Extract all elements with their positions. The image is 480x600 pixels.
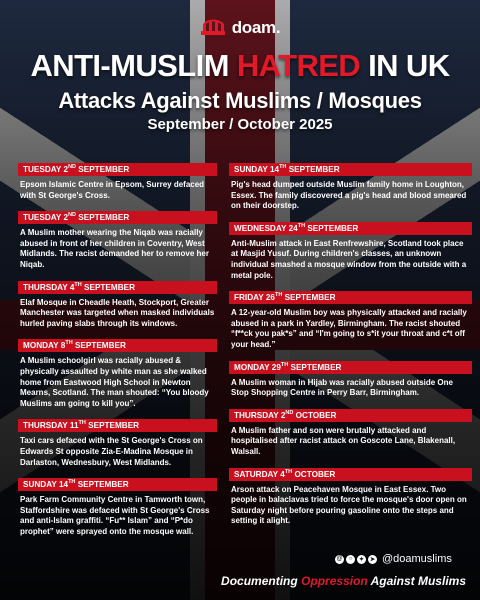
incident-item <box>18 159 217 201</box>
threads-icon[interactable]: @ <box>336 556 343 562</box>
incident-date: THURSDAY 4TH SEPTEMBER <box>18 281 217 294</box>
incident-date: TUESDAY 2ND SEPTEMBER <box>18 211 217 224</box>
incident-date: MONDAY 29TH SEPTEMBER <box>229 361 472 374</box>
incident-item <box>229 218 467 281</box>
twitter-icon[interactable]: ✦ <box>358 556 365 563</box>
incident-item <box>229 464 467 527</box>
title-part1: ANTI-MUSLIM <box>30 48 229 83</box>
incident-text: Pig's head dumped outside Muslim family home in Loughton, Essex. The family discovered a pig's head and blood smeared on their doorstep. <box>231 180 467 211</box>
title-highlight: HATRED <box>236 48 361 83</box>
incident-item <box>18 335 217 409</box>
title-part2: IN UK <box>368 48 450 83</box>
incident-text: Elaf Mosque in Cheadle Heath, Stockport, Greater Manchester was targeted when masked individuals hurled paving slabs through its windows. <box>20 297 215 328</box>
page-subtitle: Attacks Against Muslims / Mosques <box>58 88 422 113</box>
incident-text: A Muslim mother wearing the Niqab was racially abused in front of her children in Coventry, West Midlands. The racist demanded her to remove her Niqab. <box>20 228 209 269</box>
brand-name: doam. <box>231 18 281 37</box>
incident-item <box>229 287 467 350</box>
incident-item <box>229 159 467 212</box>
incident-item <box>229 357 453 399</box>
incident-text: A Muslim schoolgirl was racially abused & physically assaulted by white man as she walked home from Eastwood High School in Newton Mearns, Scotland. The man shouted: “You bloody Muslims am going to kill you”. <box>20 356 209 408</box>
social-handle[interactable]: @doamuslims <box>382 553 452 565</box>
incident-date: SUNDAY 14TH SEPTEMBER <box>229 163 472 176</box>
incident-date: FRIDAY 26TH SEPTEMBER <box>229 291 472 304</box>
incident-text: A 12-year-old Muslim boy was physically attacked and racially abused in a park in Yardley, Birmingham. The racist shouted “f**ck you pak*s” and “I'm going to s*it your throat and c*t off your head.” <box>231 308 467 349</box>
incident-date: SUNDAY 14TH SEPTEMBER <box>18 478 217 491</box>
page-title <box>0 48 480 84</box>
incident-date: THURSDAY 11TH SEPTEMBER <box>18 419 217 432</box>
tagline-part1: Documenting <box>221 574 298 588</box>
incident-text: A Muslim father and son were brutally attacked and hospitalised after racist attack on Goscote Lane, Blakenall, Walsall. <box>231 425 456 456</box>
incident-item <box>18 207 217 270</box>
incident-item <box>18 415 217 468</box>
social-links <box>335 553 452 565</box>
date-range: September / October 2025 <box>147 116 333 133</box>
incident-date: THURSDAY 2ND OCTOBER <box>229 409 472 422</box>
incident-text: Taxi cars defaced with the St George's Cross on Edwards St opposite Zia-E-Madina Mosque in Darlaston, Wednesbury, West Midlands. <box>20 436 203 467</box>
incident-text: Arson attack on Peacehaven Mosque in East Essex. Two people in balaclavas tried to force the mosque's door open on Saturday night before pouring gasoline onto the steps and setting it alight. <box>231 484 467 526</box>
doam-logo-icon <box>200 19 226 37</box>
incident-text: Epsom Islamic Centre in Epsom, Surrey defaced with St George's Cross. <box>20 180 205 200</box>
incident-date: MONDAY 8TH SEPTEMBER <box>18 339 217 352</box>
incident-text: Anti-Muslim attack in East Renfrewshire, Scotland took place at Masjid Yusuf. During children's classes, an unknown individual smashed a mosque window from the outside with a metal pole. <box>231 238 467 280</box>
incident-date: TUESDAY 2ND SEPTEMBER <box>18 163 217 176</box>
incident-item <box>18 474 217 537</box>
incident-text: A Muslim woman in Hijab was racially abused outside One Stop Shopping Centre in Perry Barr, Birmingham. <box>231 377 453 398</box>
telegram-icon[interactable]: ➤ <box>369 556 376 563</box>
tagline-part2: Against Muslims <box>370 574 466 588</box>
incident-text: Park Farm Community Centre in Tamworth town, Staffordshire was defaced with St George's Cross and anti-Islam graffiti. “Fu** Islam” and “P*do prophet” were sprayed onto the mosque wall. <box>20 495 210 536</box>
left-column <box>18 159 217 543</box>
tagline-highlight: Oppression <box>301 574 368 588</box>
right-column <box>229 159 467 533</box>
incident-item <box>18 277 217 330</box>
incident-date: WEDNESDAY 24TH SEPTEMBER <box>229 222 472 235</box>
tagline <box>0 574 466 588</box>
incident-item <box>229 405 456 458</box>
instagram-icon[interactable]: ○ <box>346 555 355 564</box>
incident-date: SATURDAY 4TH OCTOBER <box>229 468 472 481</box>
brand-logo <box>0 18 480 38</box>
